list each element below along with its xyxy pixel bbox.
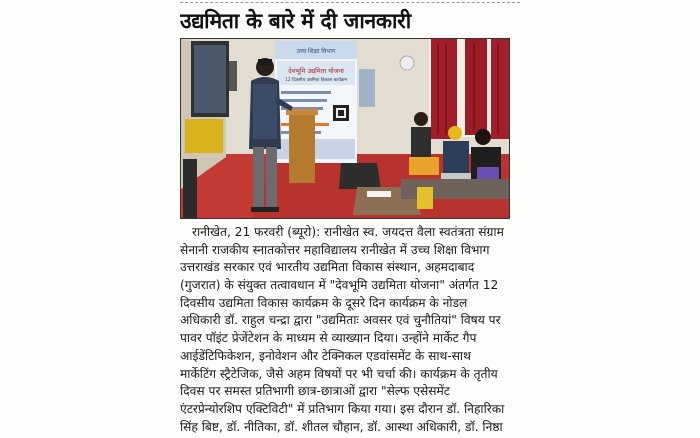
article-line: उत्तराखंड सरकार एवं भारतीय उद्यमिता विकास संस्थान, अहमदाबाद	[180, 260, 475, 275]
article-line: अधिकारी डॉ. राहुल चन्द्रा द्वारा "उद्यमिताः अवसर एवं चुनौतियां" विषय पर	[180, 313, 501, 328]
article-line: पावर पॉइंट प्रेजेंटेशन के माध्यम से व्याख्यान दिया। उन्होंने मार्केट गैप	[180, 331, 477, 346]
banner-org-text: उच्च शिक्षा विभाग	[296, 48, 336, 55]
article-line: मार्केटिंग स्ट्रैटेजिक, जैसे अहम विषयों पर भी चर्चा की। कार्यक्रम के तृतीय	[180, 366, 498, 381]
event-photo	[180, 38, 510, 219]
top-divider	[180, 2, 520, 3]
article-line: दिवस पर समस्त प्रतिभागी छात्र-छात्राओं द्वारा "सेल्फ एसेसमेंट	[180, 384, 450, 399]
article-line: सेनानी राजकीय स्नातकोत्तर महाविद्यालय रानीखेत में उच्च शिक्षा विभाग	[180, 242, 490, 257]
banner-title-text: देवभूमि उद्यमिता योजना	[288, 67, 344, 75]
banner-subtitle-text: 12 दिवसीय उद्यमिता विकास कार्यक्रम	[285, 78, 347, 83]
article-body	[180, 224, 510, 436]
article-line: सिंह बिष्ट, डॉ. नीतिका, डॉ. शीतल चौहान, डॉ. आस्था अधिकारी, डॉ. निष्ठा	[180, 419, 503, 434]
article-line: एंटरप्रेन्योरशिप एक्टिविटी" में प्रतिभाग किया गया। इस दौरान डॉ. निहारिका	[180, 401, 505, 416]
headline: उद्यमिता के बारे में दी जानकारी	[180, 9, 411, 33]
article-line: दिवसीय उद्यमिता विकास कार्यक्रम के दूसरे दिन कार्यक्रम के नोडल	[180, 295, 468, 310]
article-line: (गुजरात) के संयुक्त तत्वावधान में "देवभूमि उद्यमिता योजना" अंतर्गत 12	[180, 278, 499, 293]
article-line: आईडेंटिफिकेशन, इनोवेशन और टेक्निकल एडवांसमेंट के साथ-साथ	[180, 348, 471, 363]
article-line: रानीखेत, 21 फरवरी (ब्यूरो): रानीखेत स्व. जयदत्त वैला स्वतंत्रता संग्राम	[192, 225, 504, 239]
